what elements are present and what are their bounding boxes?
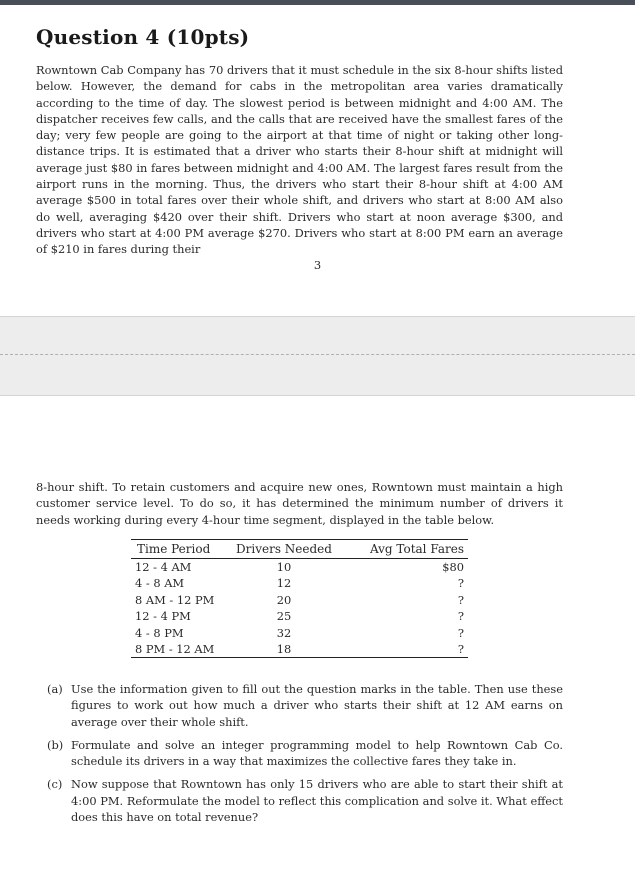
question-part-b bbox=[47, 737, 563, 770]
problem-paragraph-2: 8-hour shift. To retain customers and acquire new ones, Rowntown must maintain a high customer service level. To do so, it has determined the minimum number of drivers it needs working during every 4-hour time segment, displayed in the table below. bbox=[36, 480, 563, 527]
cell-time-period: 12 - 4 AM bbox=[135, 560, 192, 574]
cell-drivers-needed: 10 bbox=[276, 560, 292, 574]
cell-drivers-needed: 12 bbox=[276, 576, 292, 591]
page-number: 3 bbox=[313, 258, 322, 272]
question-parts-list bbox=[47, 681, 563, 832]
question-part-c bbox=[47, 776, 563, 825]
table-row bbox=[131, 625, 468, 642]
cell-time-period: 8 AM - 12 PM bbox=[135, 592, 215, 607]
page-break-dashed-line bbox=[0, 354, 635, 355]
table-row bbox=[131, 559, 468, 576]
cell-time-period: 4 - 8 PM bbox=[135, 625, 184, 640]
part-text: Formulate and solve an integer programming model to help Rowntown Cab Co. schedule its drivers in a way that maximizes the collective fares they take in. bbox=[71, 737, 563, 769]
cell-drivers-needed: 25 bbox=[276, 609, 292, 624]
table-row bbox=[131, 575, 468, 592]
part-text: Now suppose that Rowntown has only 15 drivers who are able to start their shift at 4:00 PM. Reformulate the model to reflect this complication and solve it. What effect does this have on total revenue? bbox=[71, 777, 563, 825]
cell-drivers-needed: 18 bbox=[229, 641, 339, 658]
table-header-row bbox=[131, 540, 468, 559]
cell-time-period: 4 - 8 AM bbox=[135, 576, 185, 591]
cell-avg-fares: ? bbox=[339, 641, 468, 658]
part-text: Use the information given to fill out the question marks in the table. Then use these figures to work out how much a driver who starts their shift at 12 AM earns on average over their whole shift. bbox=[71, 682, 563, 729]
cell-drivers-needed: 32 bbox=[276, 625, 292, 640]
cell-avg-fares: ? bbox=[457, 609, 464, 624]
cell-avg-fares: ? bbox=[457, 576, 464, 591]
cell-avg-fares: ? bbox=[457, 625, 464, 640]
cell-time-period: 12 - 4 PM bbox=[135, 609, 191, 624]
cell-drivers-needed: 20 bbox=[276, 592, 292, 607]
cell-avg-fares: ? bbox=[457, 592, 464, 607]
question-title: Question 4 (10pts) bbox=[36, 25, 250, 49]
table-row bbox=[131, 641, 468, 658]
problem-paragraph-1: Rowntown Cab Company has 70 drivers that it must schedule in the six 8-hour shifts listed below. However, the demand for cabs in the metropolitan area varies dramatically according to the time of day. The slowest period is between midnight and 4:00 AM. The dispatcher receives few calls, and the calls that are received have the smallest fares of the day; very few people are going to the airport at that time of night or taking other long-distance trips. It is estimated that a driver who starts their 8-hour shift at midnight will average just $80 in fares between midnight and 4:00 AM. The largest fares result from the airport runs in the morning. Thus, the drivers who start their 8-hour shift at 4:00 AM average $500 in total fares over their whole shift, and drivers who start at 8:00 AM also do well, averaging $420 over their shift. Drivers who start at noon average $300, and drivers who start at 4:00 PM average $270. Drivers who start at 8:00 PM earn an average of $210 in fares during their bbox=[36, 63, 563, 257]
cell-time-period: 8 PM - 12 AM bbox=[131, 641, 229, 658]
driver-schedule-table bbox=[131, 539, 468, 658]
question-part-a bbox=[47, 681, 563, 730]
top-border-bar bbox=[0, 0, 635, 5]
part-letter: (c) bbox=[47, 777, 63, 792]
cell-avg-fares: $80 bbox=[442, 560, 464, 574]
page-break-gap bbox=[0, 316, 635, 396]
header-avg-total-fares: Avg Total Fares bbox=[339, 540, 468, 559]
header-drivers-needed: Drivers Needed bbox=[229, 540, 339, 559]
part-letter: (a) bbox=[47, 682, 63, 696]
table-row bbox=[131, 608, 468, 625]
header-time-period: Time Period bbox=[131, 540, 229, 559]
table-row bbox=[131, 592, 468, 609]
part-letter: (b) bbox=[47, 737, 64, 752]
